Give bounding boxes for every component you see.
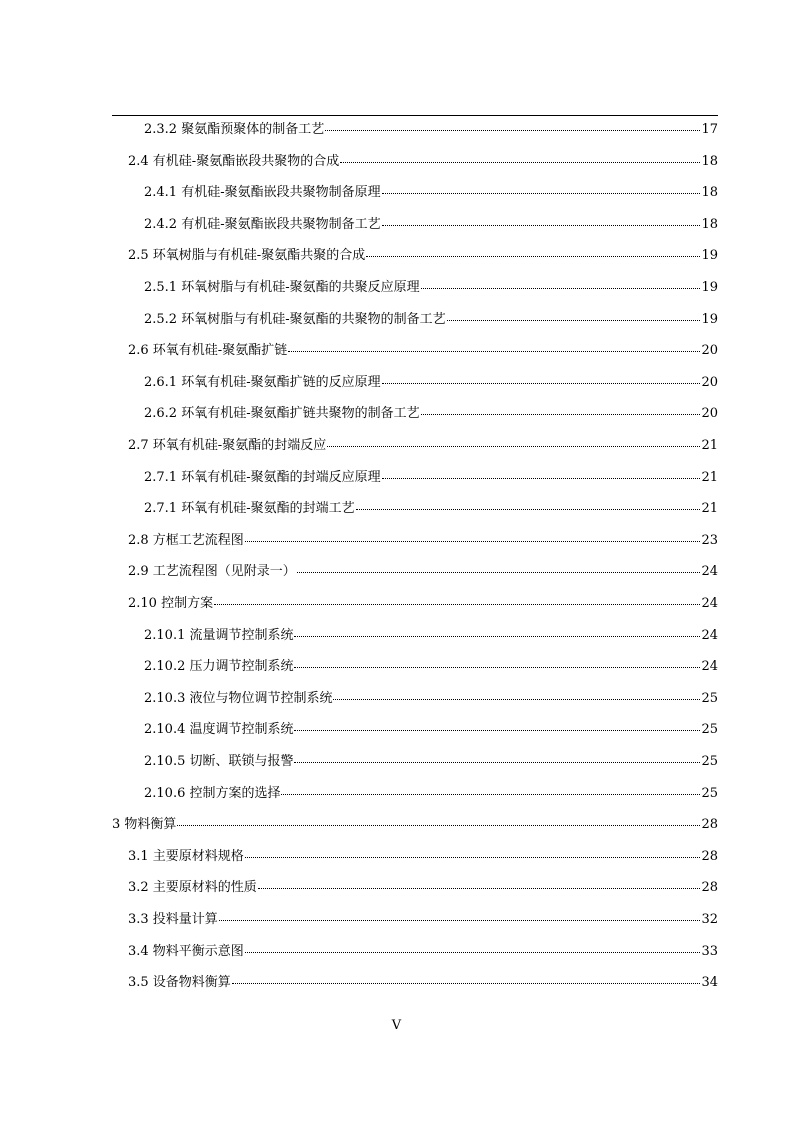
toc-entry[interactable] bbox=[128, 435, 718, 457]
toc-entry[interactable] bbox=[128, 877, 718, 899]
toc-entry-title: 2.9 工艺流程图（见附录一） bbox=[128, 564, 296, 579]
toc-entry-title: 2.5 环氧树脂与有机硅-聚氨酯共聚的合成 bbox=[128, 248, 366, 263]
toc-entry-page: 19 bbox=[701, 312, 718, 327]
header-rule bbox=[112, 115, 718, 116]
toc-entry[interactable] bbox=[144, 309, 718, 331]
toc-entry-title: 2.6 环氧有机硅-聚氨酯扩链 bbox=[128, 343, 288, 358]
toc-entry-title: 3.3 投料量计算 bbox=[128, 912, 218, 927]
toc-entry-title: 2.6.1 环氧有机硅-聚氨酯扩链的反应原理 bbox=[144, 375, 381, 390]
toc-entry-page: 21 bbox=[701, 470, 718, 485]
toc-entry-page: 25 bbox=[701, 691, 718, 706]
toc-entry-page: 28 bbox=[701, 817, 718, 832]
toc-entry[interactable] bbox=[128, 530, 718, 552]
toc-entry-title: 2.10.3 液位与物位调节控制系统 bbox=[144, 691, 333, 706]
toc-entry[interactable] bbox=[128, 972, 718, 994]
toc-dot-leader bbox=[294, 719, 700, 733]
toc-dot-leader bbox=[447, 309, 701, 323]
toc-dot-leader bbox=[366, 245, 700, 259]
toc-entry-title: 2.4.2 有机硅-聚氨酯嵌段共聚物制备工艺 bbox=[144, 217, 381, 232]
toc-entry-title: 2.10 控制方案 bbox=[128, 596, 214, 611]
toc-entry-page: 25 bbox=[701, 754, 718, 769]
toc-entry-page: 33 bbox=[701, 944, 718, 959]
toc-entry-page: 17 bbox=[701, 122, 718, 137]
toc-dot-leader bbox=[333, 688, 700, 702]
toc-dot-leader bbox=[297, 561, 701, 575]
toc-dot-leader bbox=[325, 119, 700, 133]
toc-entry-page: 28 bbox=[701, 880, 718, 895]
toc-entry-page: 20 bbox=[701, 343, 718, 358]
toc-dot-leader bbox=[382, 467, 701, 481]
toc-entry[interactable] bbox=[144, 372, 718, 394]
toc-dot-leader bbox=[245, 530, 701, 544]
toc-dot-leader bbox=[245, 941, 701, 955]
toc-entry[interactable] bbox=[144, 119, 718, 141]
toc-entry-page: 24 bbox=[701, 628, 718, 643]
toc-entry-title: 2.10.1 流量调节控制系统 bbox=[144, 628, 294, 643]
toc-entry-page: 18 bbox=[701, 185, 718, 200]
toc-entry[interactable] bbox=[144, 719, 718, 741]
toc-entry[interactable] bbox=[128, 941, 718, 963]
toc-entry[interactable] bbox=[112, 814, 718, 836]
toc-entry-page: 24 bbox=[701, 596, 718, 611]
toc-entry-page: 25 bbox=[701, 786, 718, 801]
toc-entry[interactable] bbox=[144, 467, 718, 489]
toc-entry[interactable] bbox=[128, 151, 718, 173]
toc-dot-leader bbox=[421, 403, 701, 417]
toc-entry[interactable] bbox=[144, 625, 718, 647]
toc-entry-page: 25 bbox=[701, 722, 718, 737]
toc-entry-title: 2.10.5 切断、联锁与报警 bbox=[144, 754, 294, 769]
toc-entry[interactable] bbox=[144, 403, 718, 425]
toc-entry[interactable] bbox=[144, 498, 718, 520]
toc-dot-leader bbox=[340, 151, 700, 165]
toc-entry-title: 2.3.2 聚氨酯预聚体的制备工艺 bbox=[144, 122, 325, 137]
toc-entry-page: 18 bbox=[701, 154, 718, 169]
toc-entry-page: 28 bbox=[701, 849, 718, 864]
page-number: V bbox=[391, 1018, 402, 1033]
toc-dot-leader bbox=[421, 277, 701, 291]
toc-entry[interactable] bbox=[144, 182, 718, 204]
toc-entry-page: 19 bbox=[701, 280, 718, 295]
toc-entry-title: 2.10.4 温度调节控制系统 bbox=[144, 722, 294, 737]
toc-dot-leader bbox=[327, 435, 700, 449]
toc-dot-leader bbox=[294, 751, 700, 765]
toc-entry[interactable] bbox=[144, 751, 718, 773]
toc-entry-page: 23 bbox=[701, 533, 718, 548]
toc-entry-title: 2.10.6 控制方案的选择 bbox=[144, 786, 281, 801]
toc-dot-leader bbox=[382, 182, 701, 196]
toc-entry-page: 24 bbox=[701, 659, 718, 674]
toc-dot-leader bbox=[219, 909, 701, 923]
toc-dot-leader bbox=[177, 814, 700, 828]
toc-entry-title: 2.7.1 环氧有机硅-聚氨酯的封端反应原理 bbox=[144, 470, 381, 485]
toc-entry-title: 2.4 有机硅-聚氨酯嵌段共聚物的合成 bbox=[128, 154, 340, 169]
toc-entry-title: 2.4.1 有机硅-聚氨酯嵌段共聚物制备原理 bbox=[144, 185, 381, 200]
toc-dot-leader bbox=[382, 372, 701, 386]
toc-entry-title: 3.4 物料平衡示意图 bbox=[128, 944, 244, 959]
toc-entry[interactable] bbox=[128, 561, 718, 583]
toc-entry-title: 2.5.1 环氧树脂与有机硅-聚氨酯的共聚反应原理 bbox=[144, 280, 420, 295]
toc-entry-page: 20 bbox=[701, 375, 718, 390]
toc-entry-title: 2.8 方框工艺流程图 bbox=[128, 533, 244, 548]
toc-entry-title: 3.5 设备物料衡算 bbox=[128, 975, 231, 990]
toc-entry[interactable] bbox=[128, 340, 718, 362]
toc-entry-title: 2.10.2 压力调节控制系统 bbox=[144, 659, 294, 674]
toc-dot-leader bbox=[214, 593, 700, 607]
toc-entry-title: 2.5.2 环氧树脂与有机硅-聚氨酯的共聚物的制备工艺 bbox=[144, 312, 446, 327]
toc-dot-leader bbox=[245, 846, 701, 860]
toc-entry-page: 19 bbox=[701, 248, 718, 263]
toc-entry-title: 3.1 主要原材料规格 bbox=[128, 849, 244, 864]
toc-dot-leader bbox=[258, 877, 701, 891]
toc-entry[interactable] bbox=[144, 656, 718, 678]
toc-entry-title: 3.2 主要原材料的性质 bbox=[128, 880, 257, 895]
toc-entry-title: 3 物料衡算 bbox=[112, 817, 177, 832]
toc-dot-leader bbox=[294, 625, 700, 639]
toc-dot-leader bbox=[294, 656, 700, 670]
toc-entry-page: 18 bbox=[701, 217, 718, 232]
toc-entry-page: 24 bbox=[701, 564, 718, 579]
toc-entry[interactable] bbox=[144, 688, 718, 710]
toc-entry[interactable] bbox=[128, 909, 718, 931]
toc-entry[interactable] bbox=[128, 593, 718, 615]
toc-entry-page: 20 bbox=[701, 406, 718, 421]
toc-dot-leader bbox=[356, 498, 701, 512]
toc-dot-leader bbox=[281, 783, 700, 797]
toc-entry-page: 34 bbox=[701, 975, 718, 990]
toc-dot-leader bbox=[382, 214, 701, 228]
toc-entry-title: 2.7.1 环氧有机硅-聚氨酯的封端工艺 bbox=[144, 501, 355, 516]
toc-dot-leader bbox=[288, 340, 700, 354]
toc-entry[interactable] bbox=[144, 214, 718, 236]
toc-entry-title: 2.7 环氧有机硅-聚氨酯的封端反应 bbox=[128, 438, 327, 453]
toc-entry-page: 32 bbox=[701, 912, 718, 927]
toc-entry[interactable] bbox=[128, 846, 718, 868]
toc-entry[interactable] bbox=[144, 277, 718, 299]
toc-entry-page: 21 bbox=[701, 501, 718, 516]
toc-entry-page: 21 bbox=[701, 438, 718, 453]
toc-entry[interactable] bbox=[128, 245, 718, 267]
toc-entry-title: 2.6.2 环氧有机硅-聚氨酯扩链共聚物的制备工艺 bbox=[144, 406, 420, 421]
toc-entry[interactable] bbox=[144, 783, 718, 805]
toc-dot-leader bbox=[232, 972, 701, 986]
